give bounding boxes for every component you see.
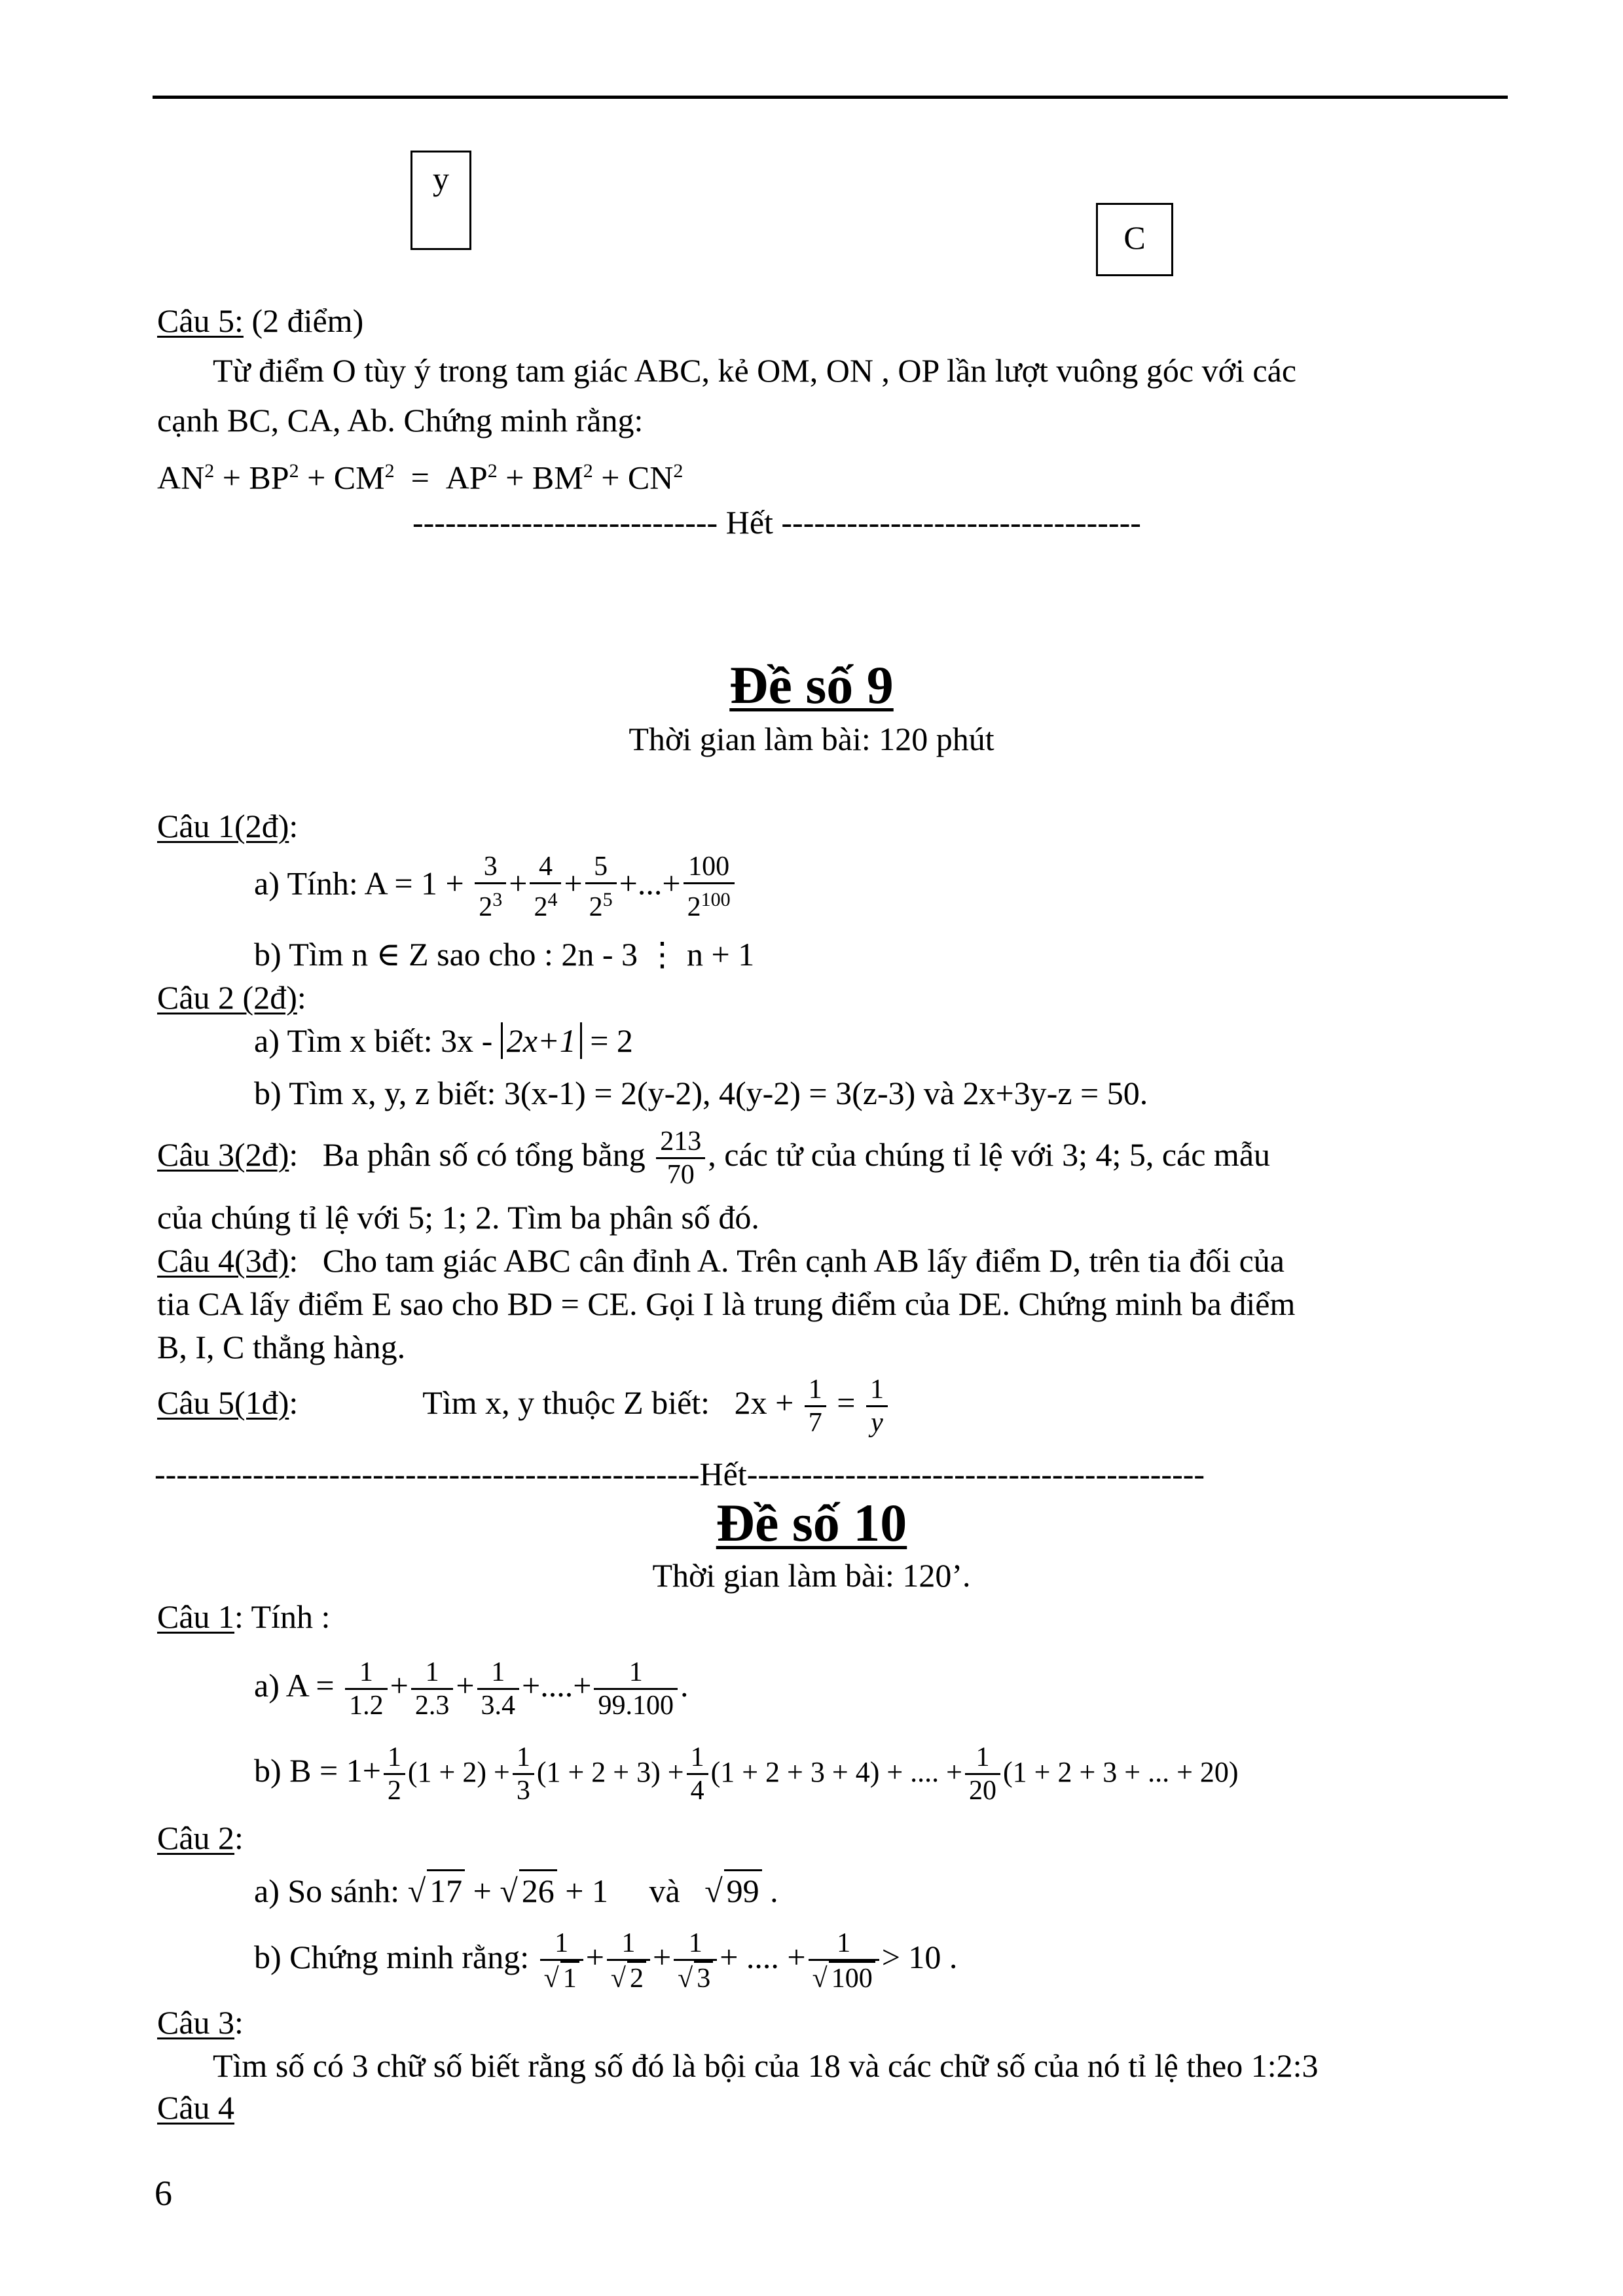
exam9-q2b: b) Tìm x, y, z biết: 3(x-1) = 2(y-2), 4(y-2) = 3(z-3) và 2x+3y-z = 50. [254,1075,1148,1111]
exam9-q5: Câu 5(1đ): Tìm x, y thuộc Z biết: 2x + $\frac{1}{7}$ = $\frac{1}{y}$ [157,1373,890,1439]
prev-q5-heading: Câu 5: (2 điểm) [157,302,364,339]
exam10-q4-heading: Câu 4 [157,2089,235,2126]
exam10-q1b: b) B = 1+ $\frac{1}{2}$ (1 + 2) + $\frac{1}{3}$ (1 + 2 + 3) + $\frac{1}{4}$ (1 + 2 + 3 + 4) + .... + $\frac{1}{20}$ (1 + 2 + 3 + ... + 20) [254,1742,1239,1806]
exam10-title: Đề số 10 [716,1493,907,1552]
exam10-q2a: a) So sánh: √ 17 + √ 26 + 1 và √ 99 . [254,1869,778,1910]
exam10-q3-text: Tìm số có 3 chữ số biết rằng số đó là bội của 18 và các chữ số của nó tỉ lệ theo 1:2:3 [213,2047,1319,2084]
prev-q5-line2: cạnh BC, CA, Ab. Chứng minh rằng: [157,402,644,439]
exam9-q1b: b) Tìm n ∈ Z sao cho : 2n - 3 ⋮ n + 1 [254,936,755,973]
page-number: 6 [155,2174,172,2213]
exam9-q4-line1: Câu 4(3đ): Cho tam giác ABC cân đỉnh A. Trên cạnh AB lấy điểm D, trên tia đối của [157,1242,1285,1279]
exam9-q4-line2: tia CA lấy điểm E sao cho BD = CE. Gọi I là trung điểm của DE. Chứng minh ba điểm [157,1285,1296,1322]
prev-end-line: ---------------------------- Hết --------------------------------- [412,504,1141,541]
exam10-q1a: a) A = $\frac{1}{1.2}$ + $\frac{1}{2.3}$ + $\frac{1}{3.4}$ +....+ $\frac{1}{99.100}$ . [254,1657,689,1721]
exam9-q2-heading: Câu 2 (2đ): [157,979,306,1016]
header-rule [153,96,1508,99]
prev-q5-equation: $AN^2 + BP^2 + CM^2 = AP^2 + BM^2 + CN^2$ [157,459,684,496]
exam9-time: Thời gian làm bài: 120 phút [629,721,994,757]
exam10-time: Thời gian làm bài: 120’. [652,1557,971,1594]
exam10-q2b: b) Chứng minh rằng: $\frac{1}{√ 1}$ + $\frac{1}{√ 2}$ + $\frac{1}{√ 3}$ + .... + $\frac{1}{√ 100}$ > 10 . [254,1928,958,1994]
exam9-q3-line1: Câu 3(2đ): Ba phân số có tổng bằng $\frac{213}{70}$ , các tử của chúng tỉ lệ với 3; 4; 5, các mẫu [157,1126,1271,1190]
exam10-q1-heading: Câu 1: Tính : [157,1598,331,1635]
figure-box-c: C [1096,203,1173,276]
figure-box-y: y [410,151,471,250]
exam10-q3-heading: Câu 3: [157,2004,244,2041]
exam9-q1a: a) Tính: A = 1 + $\frac{3}{2^3}$ + $\frac{4}{2^4}$ + $\frac{5}{2^5}$ +...+ $\frac{100}{2^{100}}$ [254,851,737,923]
exam9-q3-line2: của chúng tỉ lệ với 5; 1; 2. Tìm ba phân số đó. [157,1199,759,1236]
exam9-q1-heading: Câu 1(2đ): [157,808,299,844]
exam9-end-line: --------------------------------------------------Hết------------------------------------------ [155,1456,1205,1492]
exam9-q4-line3: B, I, C thẳng hàng. [157,1329,406,1365]
exam9-title: Đề số 9 [729,655,894,715]
exam9-q2a: a) Tìm x biết: 3x - 2x+1 = 2 [254,1022,633,1059]
prev-q5-line1: Từ điểm O tùy ý trong tam giác ABC, kẻ OM, ON , OP lần lượt vuông góc với các [213,352,1297,389]
exam10-q2-heading: Câu 2: [157,1820,244,1856]
